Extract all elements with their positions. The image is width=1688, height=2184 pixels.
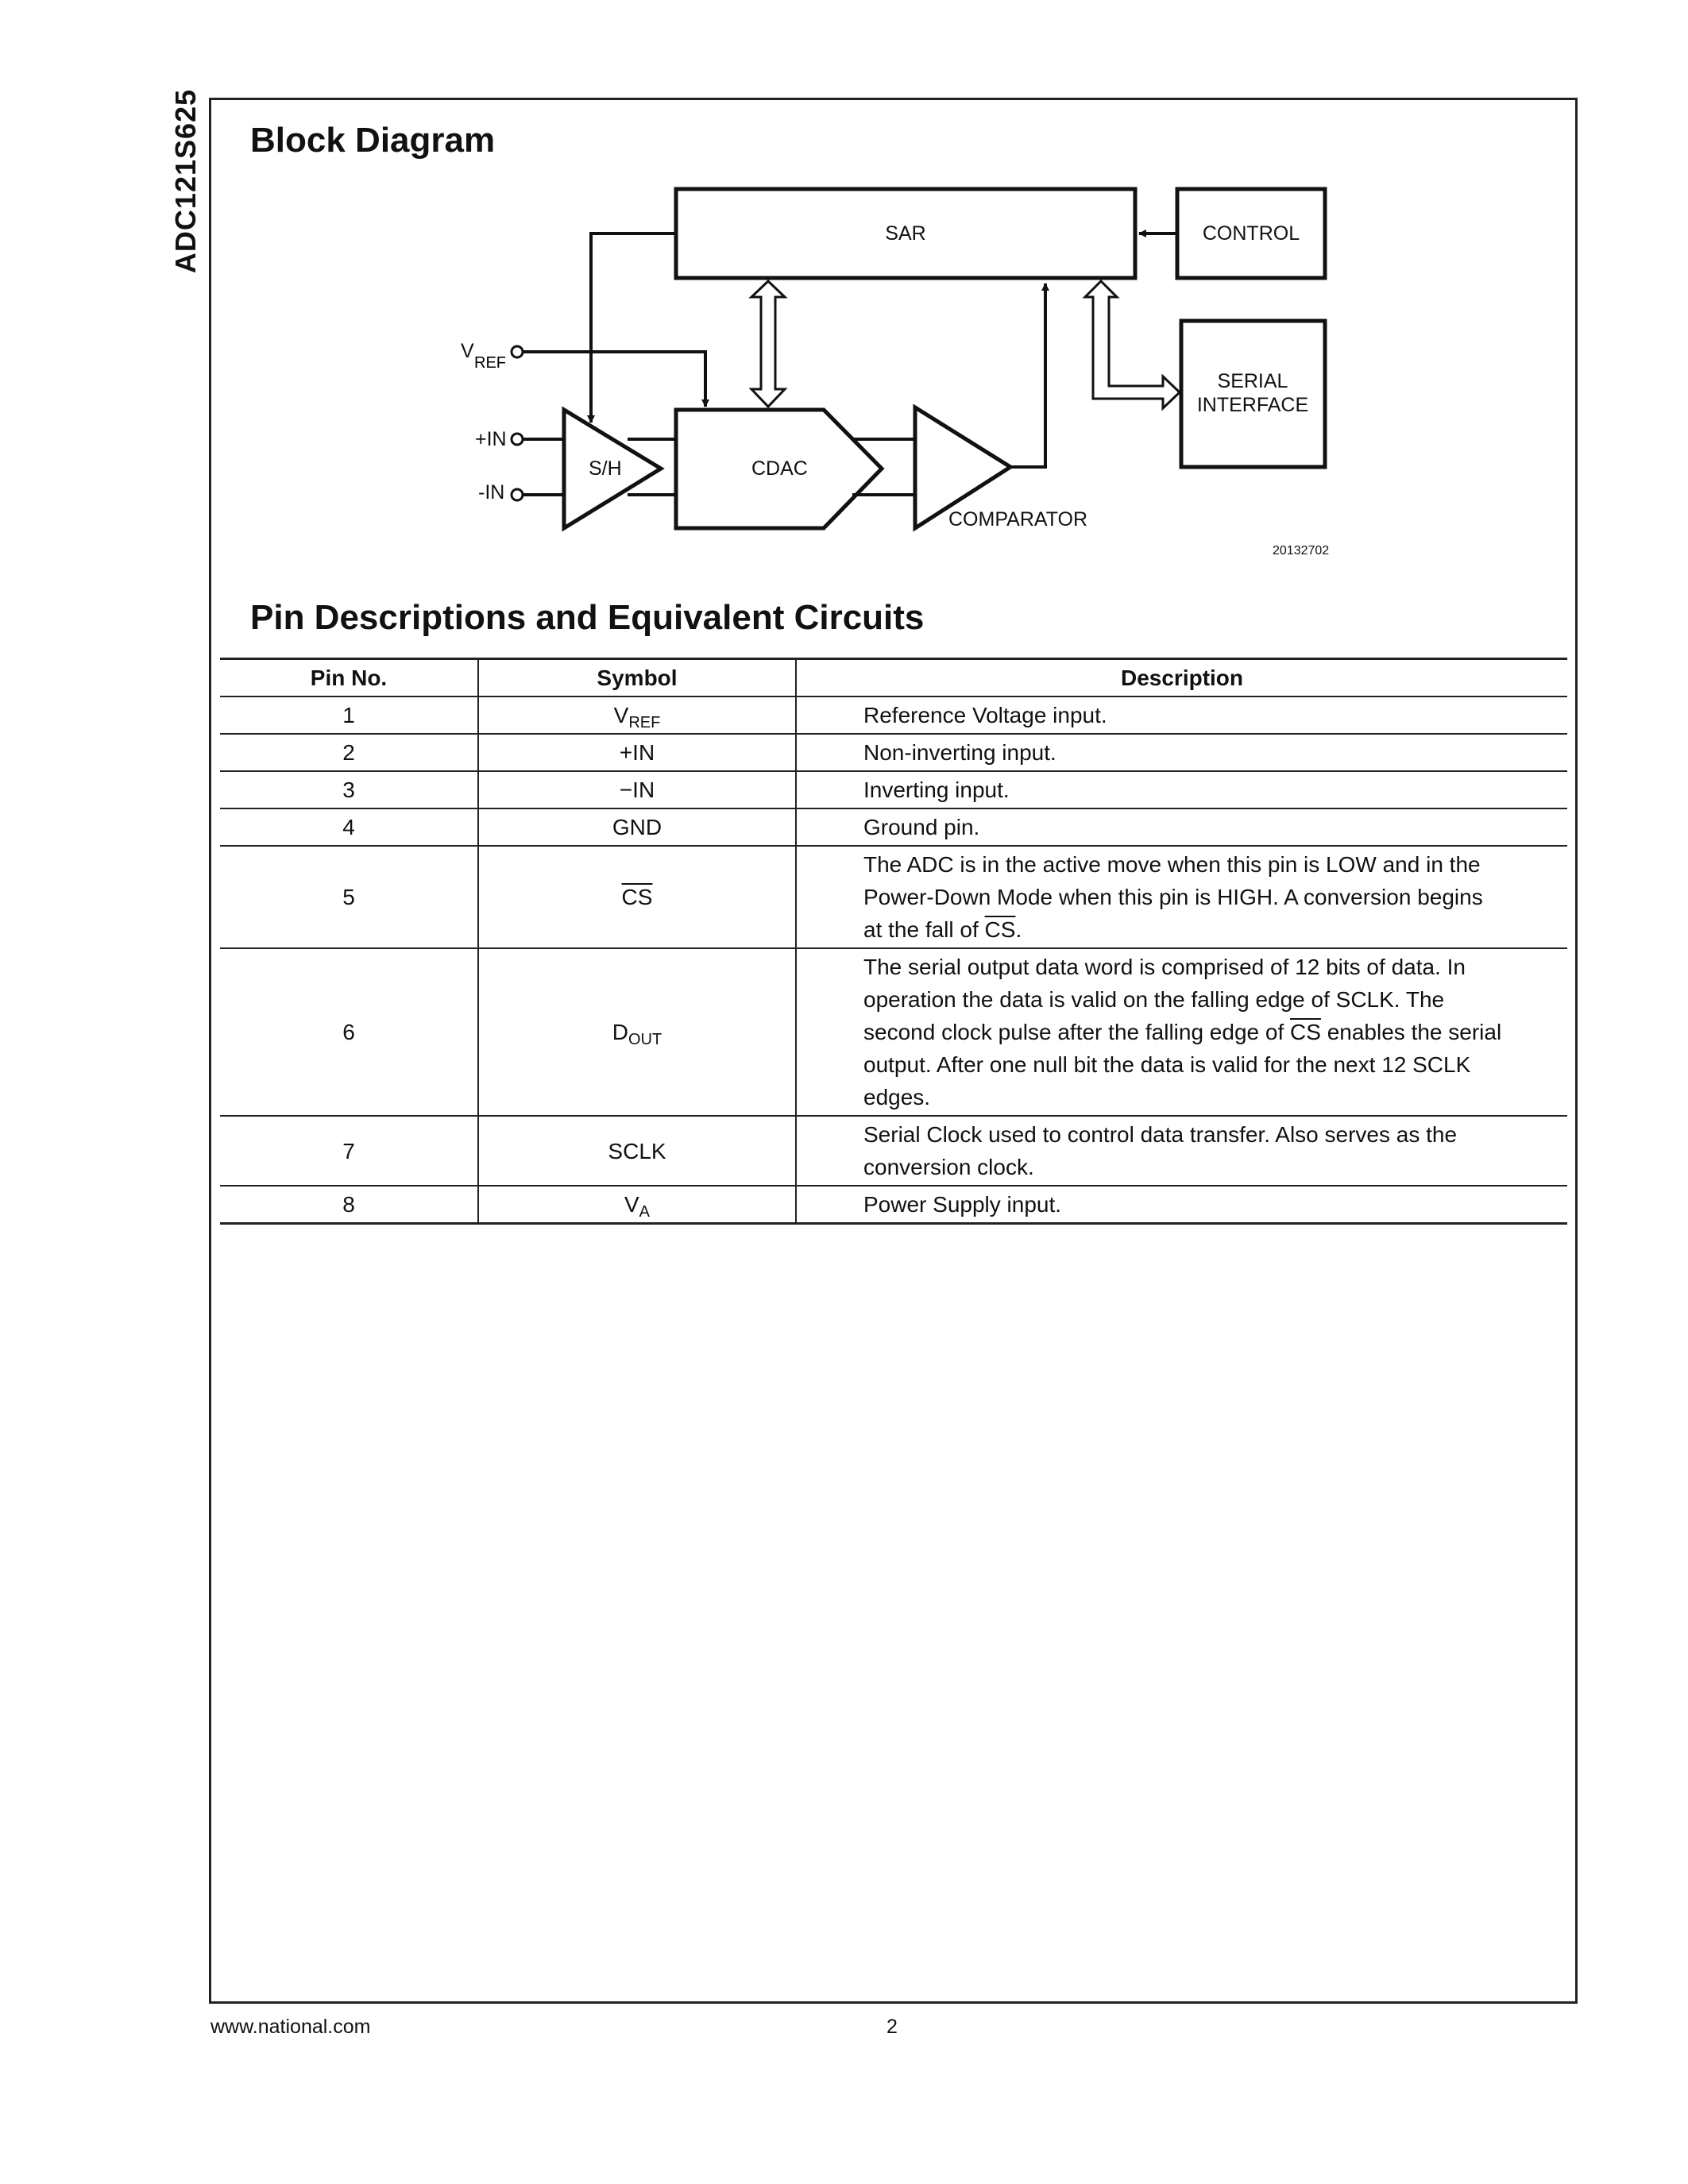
pin-description: The serial output data word is comprised of 12 bits of data. In operation the data is valid on the falling edge of SCLK. The second clock pulse after the falling edge of $\overline{CS}$ enables the serial output. After one null bit the data is valid for the next 12 SCLK edges. bbox=[796, 948, 1567, 1116]
pin-description: Non-inverting input. bbox=[796, 734, 1567, 771]
block-diagram bbox=[0, 0, 1688, 604]
pin-description: Serial Clock used to control data transfer. Also serves as the conversion clock. bbox=[796, 1116, 1567, 1186]
header-description: Description bbox=[796, 659, 1567, 697]
pin-number: 8 bbox=[220, 1186, 478, 1224]
pin-number: 7 bbox=[220, 1116, 478, 1186]
serial-interface-block bbox=[1181, 321, 1325, 467]
plus-in-label: +IN bbox=[475, 428, 507, 450]
control-label: CONTROL bbox=[1202, 222, 1300, 245]
table-row bbox=[220, 1186, 1567, 1224]
pin-number: 6 bbox=[220, 948, 478, 1116]
sar-to-sh-arrow bbox=[591, 233, 676, 423]
sar-cdac-bus-arrow bbox=[751, 281, 785, 407]
pin-table bbox=[220, 658, 1567, 1225]
sample-hold-block bbox=[564, 410, 661, 528]
figure-id: 20132702 bbox=[1273, 544, 1330, 558]
pin-number: 4 bbox=[220, 808, 478, 846]
vref-label-sub: REF bbox=[474, 354, 506, 372]
comparator-block bbox=[915, 407, 1087, 531]
control-block bbox=[1177, 189, 1325, 278]
cdac-label: CDAC bbox=[751, 457, 808, 480]
block-diagram-title: Block Diagram bbox=[250, 121, 496, 160]
pin-symbol: −IN bbox=[478, 771, 796, 808]
sar-serial-bus-arrow bbox=[1085, 281, 1180, 408]
pin-description: Reference Voltage input. bbox=[796, 696, 1567, 734]
vref-input bbox=[461, 340, 705, 407]
pin-symbol: $D_{OUT}$ bbox=[478, 948, 796, 1116]
table-row bbox=[220, 808, 1567, 846]
sar-label: SAR bbox=[885, 222, 926, 245]
vref-to-cdac-arrow bbox=[523, 352, 705, 407]
pin-description: Ground pin. bbox=[796, 808, 1567, 846]
pin-symbol: GND bbox=[478, 808, 796, 846]
side-part-number: ADC121S625 bbox=[169, 88, 202, 274]
header-symbol: Symbol bbox=[478, 659, 796, 697]
pin-description: The ADC is in the active move when this pin is LOW and in the Power-Down Mode when this pin is HIGH. A conversion begins at the fall of $\overline{CS}$. bbox=[796, 846, 1567, 948]
pin-description: Power Supply input. bbox=[796, 1186, 1567, 1224]
serial-label-line1: SERIAL bbox=[1217, 370, 1288, 392]
pin-number: 2 bbox=[220, 734, 478, 771]
sh-label: S/H bbox=[589, 457, 622, 480]
vref-label-main: V bbox=[461, 340, 474, 362]
pin-symbol: $V_A$ bbox=[478, 1186, 796, 1224]
minus-in-label: -IN bbox=[478, 481, 505, 504]
comparator-label: COMPARATOR bbox=[948, 508, 1088, 531]
pin-number: 3 bbox=[220, 771, 478, 808]
pin-descriptions-title: Pin Descriptions and Equivalent Circuits bbox=[250, 598, 925, 637]
table-row bbox=[220, 696, 1567, 734]
pin-table-header bbox=[220, 659, 1567, 697]
pin-number: 1 bbox=[220, 696, 478, 734]
pin-symbol: $\overline{CS}$ bbox=[478, 846, 796, 948]
footer-page-number: 2 bbox=[886, 2016, 898, 2038]
table-row bbox=[220, 846, 1567, 948]
cdac-block bbox=[676, 410, 882, 528]
pin-symbol: +IN bbox=[478, 734, 796, 771]
comparator-to-sar-arrow bbox=[1009, 284, 1045, 467]
sar-block bbox=[676, 189, 1135, 278]
pin-symbol: SCLK bbox=[478, 1116, 796, 1186]
header-pin-no: Pin No. bbox=[220, 659, 478, 697]
pin-number: 5 bbox=[220, 846, 478, 948]
pin-symbol: $V_{REF}$ bbox=[478, 696, 796, 734]
serial-label-line2: INTERFACE bbox=[1196, 394, 1309, 416]
plus-in-input bbox=[475, 428, 564, 450]
footer-website-link[interactable]: www.national.com bbox=[211, 2016, 371, 2038]
pin-description: Inverting input. bbox=[796, 771, 1567, 808]
table-row bbox=[220, 1116, 1567, 1186]
minus-in-input bbox=[478, 481, 564, 504]
table-row bbox=[220, 734, 1567, 771]
table-row bbox=[220, 948, 1567, 1116]
table-row bbox=[220, 771, 1567, 808]
